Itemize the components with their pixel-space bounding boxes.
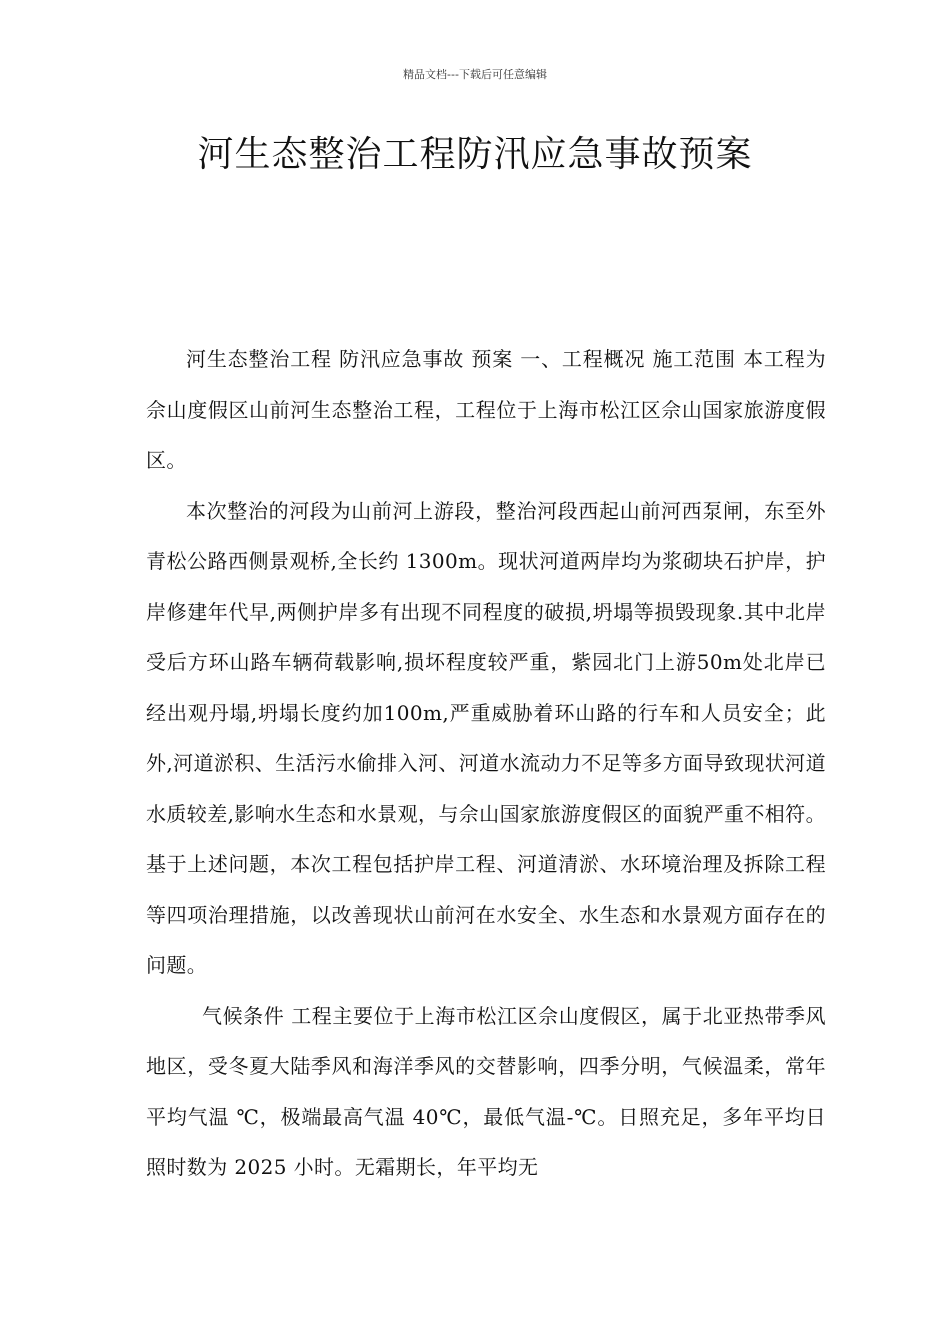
page-header-watermark: 精品文档---下载后可任意编辑 (403, 68, 547, 81)
paragraph-project-overview: 河生态整治工程 防汛应急事故 预案 一、工程概况 施工范围 本工程为佘山度假区山前河生态整治工程，工程位于上海市松江区佘山国家旅游度假区。 (146, 347, 826, 472)
document-title: 河生态整治工程防汛应急事故预案 (197, 134, 753, 175)
paragraph-climate-conditions: 气候条件 工程主要位于上海市松江区佘山度假区，属于北亚热带季风地区，受冬夏大陆季风和海洋季风的交替影响，四季分明，气候温柔，常年平均气温 ℃，极端最高气温 40℃，最低气温-℃。日照充足，多年平均日照时数为 2025 小时。无霜期长，年平均无 (146, 1003, 826, 1179)
paragraph-river-section: 本次整治的河段为山前河上游段，整治河段西起山前河西泵闸，东至外青松公路西侧景观桥,全长约 1300m。现状河道两岸均为浆砌块石护岸，护岸修建年代早,两侧护岸多有出现不同程度的破损,坍塌等损毁现象.其中北岸受后方环山路车辆荷载影响,损坏程度较严重，紫园北门上游50m处北岸已经出观丹塌,坍塌长度约加100m,严重威胁着环山路的行车和人员安全；此外,河道淤积、生活污水偷排入河、河道水流动力不足等多方面导致现状河道水质较差,影响水生态和水景观，与佘山国家旅游度假区的面貌严重不相符。基于上述问题，本次工程包括护岸工程、河道清淤、水环境治理及拆除工程等四项治理措施，以改善现状山前河在水安全、水生态和水景观方面存在的问题。 (146, 498, 826, 977)
document-body (146, 334, 826, 1193)
